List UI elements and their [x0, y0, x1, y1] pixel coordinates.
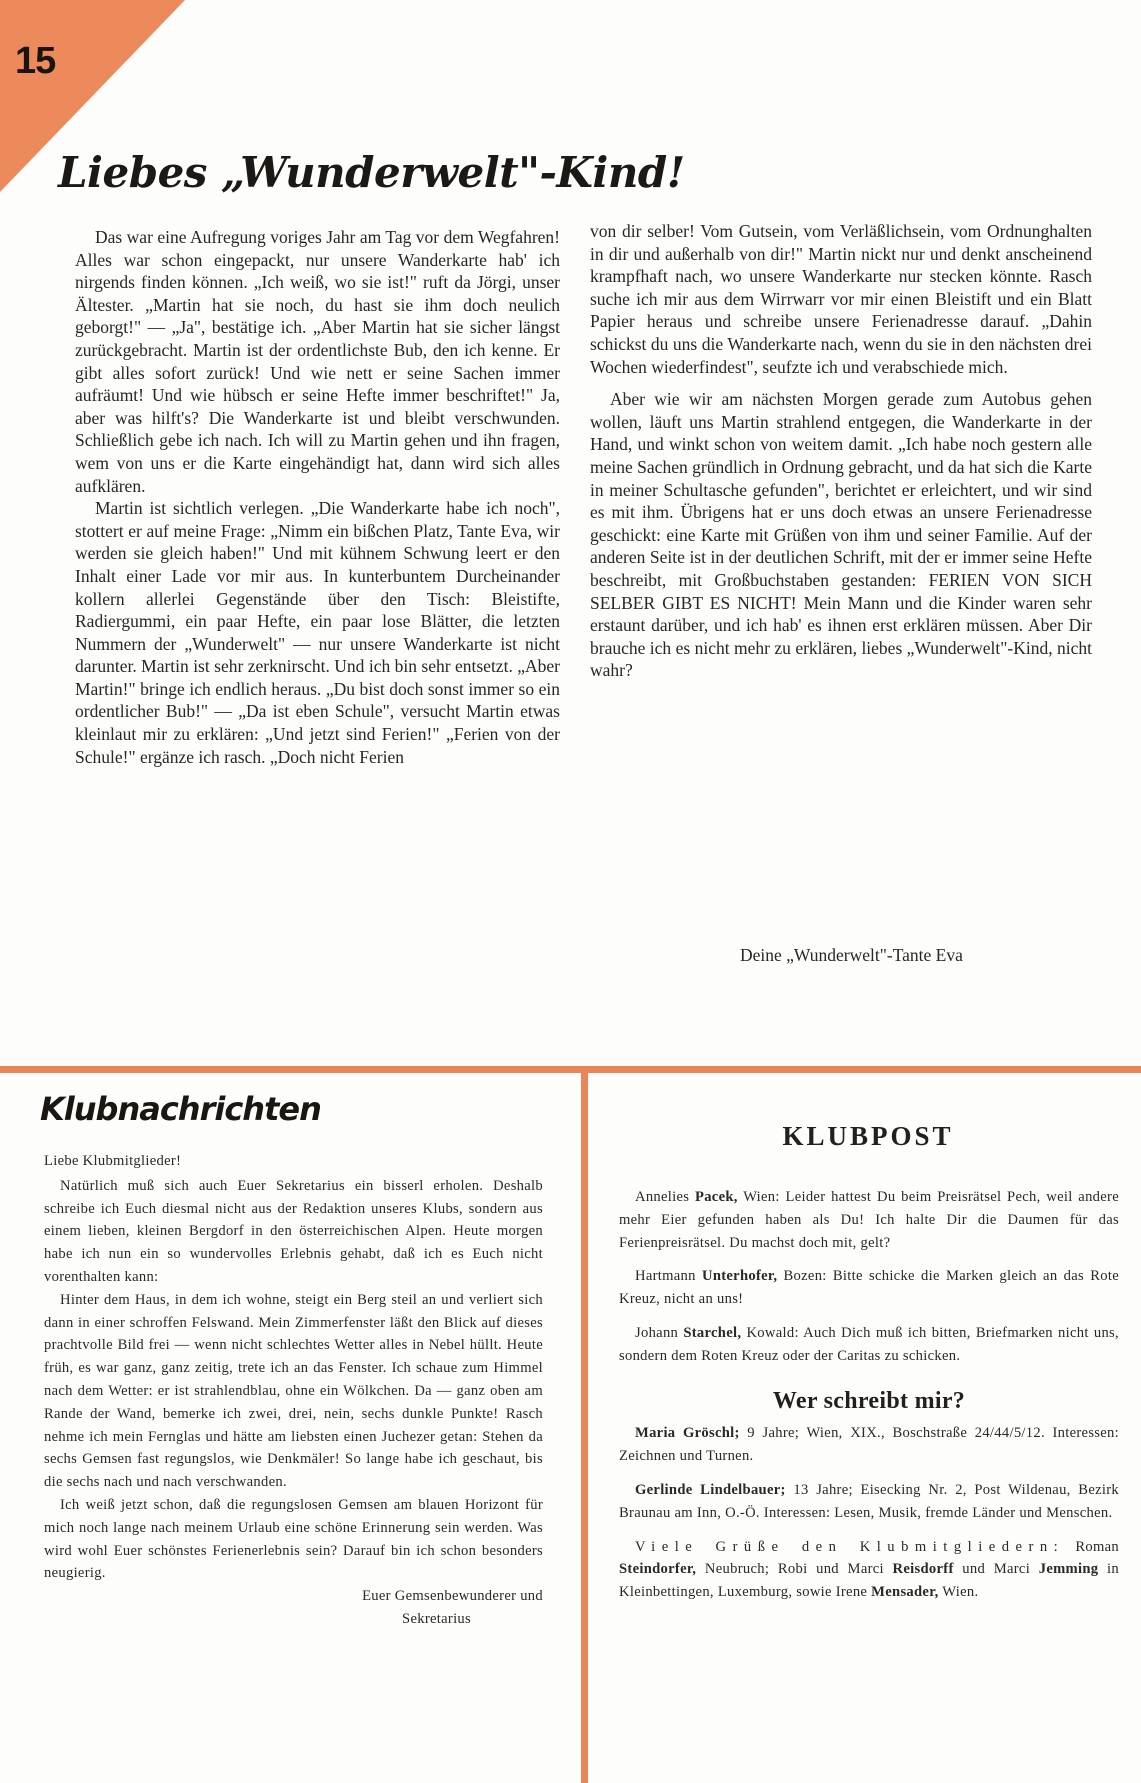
- letter-paragraph: Martin ist sichtlich verlegen. „Die Wanderkarte habe ich noch", stottert er auf meine Frage: „Nimm ein bißchen Platz, Tante Eva, wir werden sie gleich haben!" Und mit kühnem Schwung leert er den Inhalt einer Lade vor mir aus. In kunterbuntem Durcheinander kollern allerlei Gegenstände über den Tisch: Bleistifte, Radiergummi, ein paar Hefte, ein paar lose Blätter, die letzten Nummern der „Wunderwelt" — nur unsere Wanderkarte ist nicht darunter. Martin ist sehr zerknirscht. Und ich bin sehr entsetzt. „Aber Martin!" bringe ich endlich heraus. „Du bist doch sonst immer so ein ordentlicher Bub!" — „Da ist eben Schule", versucht Martin etwas kleinlaut mir zu erklären: „Und jetzt sind Ferien!" „Ferien von der Schule!" ergänze ich rasch. „Doch nicht Ferien: [75, 498, 560, 767]
- letter-left-column: [75, 226, 560, 768]
- entry-first-name: Annelies: [635, 1189, 690, 1205]
- horizontal-divider: [0, 1066, 1141, 1073]
- klub-signature-line2: Sekretarius: [402, 1610, 471, 1627]
- pen-pal-entry: [619, 1479, 1119, 1525]
- pen-pal-name: Gerlinde Lindelbauer;: [635, 1481, 786, 1498]
- letter-title: Liebes „Wunderwelt"-Kind!: [58, 148, 685, 197]
- klub-paragraph: Hinter dem Haus, in dem ich wohne, steigt ein Berg steil an und verliert sich dann in einer schroffen Felswand. Mein Zimmerfenster läßt den Blick auf dieses prachtvolle Bild frei — wenn nicht schlechtes Wetter alles in Nebel hüllt. Heute früh, es war ganz, ganz zeitig, trete ich an das Fenster. Ich schaue zum Himmel nach dem Wetter: er ist strahlendblau, ohne ein Wölkchen. Da — ganz oben am Rande der Wand, bemerke ich zwei, drei, nein, sechs dunkle Punkte! Rasch nehme ich mein Fernglas und hätte am liebsten einen Juchezer getan: Stehen da sechs Gemsen fast regungslos, wie Denkmäler! So lange habe ich geschaut, bis die sechs nach und nach verschwanden.: [44, 1291, 543, 1491]
- vertical-divider: [581, 1066, 588, 1783]
- pen-pal-entry: [619, 1422, 1119, 1468]
- klub-signature-line1: Euer Gemsenbewunderer und: [362, 1588, 543, 1605]
- pen-pals-title: Wer schreibt mir?: [772, 1387, 966, 1414]
- pen-pal-name: Maria Gröschl;: [635, 1425, 740, 1442]
- salutation: Liebe Klubmitglieder!: [44, 1153, 182, 1169]
- entry-last-name: Unterhofer,: [701, 1268, 778, 1285]
- klub-paragraph: Ich weiß jetzt schon, daß die regungslosen Gemsen am blauen Horizont für mich noch lange nach meinem Urlaub eine schöne Erinnerung sein werden. Was wird wohl Euer schönstes Ferienerlebnis sein? Darauf bin ich schon besonders neugierig.: [44, 1496, 543, 1582]
- greetings-text: Roman: [1075, 1538, 1119, 1555]
- pen-pal-details: 13 Jahre; Eisecking Nr. 2, Post Wildenau, Bezirk Braunau am Inn, O.-Ö. Interessen: Lesen, Musik, fremde Länder und Menschen.: [619, 1481, 1119, 1521]
- letter-signature: Deine „Wunderwelt"-Tante Eva: [740, 945, 963, 965]
- entry-first-name: Hartmann: [635, 1268, 696, 1285]
- letter-paragraph: Das war eine Aufregung voriges Jahr am Tag vor dem Wegfahren! Alles war schon eingepackt, nur unsere Wanderkarte hab' ich nirgends finden können. „Ich weiß, wo sie ist!" ruft da Jörgi, unser Ältester. „Martin hat sie noch, du hast sie ihm doch neulich geborgt!" — „Ja", bestätige ich. „Aber Martin hat sie sicher längst zurückgebracht. Martin ist der ordentlichste Bub, den ich kenne. Er gibt alles sofort zurück! Und wie nett er seine Sachen immer aufräumt! Und wie hübsch er seine Hefte immer beschriftet!" Ja, aber was hilft's? Die Wanderkarte ist und bleibt verschwunden. Schließlich gebe ich nach. Ich will zu Martin gehen und ihn fragen, wem von uns er die Karte eingehändigt hat, dann wird sich alles aufklären.: [75, 227, 560, 496]
- greetings-text: Neubruch; Robi und Marci: [704, 1561, 884, 1578]
- pen-pal-details: 9 Jahre; Wien, XIX., Boschstraße 24/44/5/12. Interessen: Zeichnen und Turnen.: [619, 1425, 1120, 1465]
- klubpost-body: [619, 1186, 1119, 1615]
- letter-paragraph: von dir selber! Vom Gutsein, vom Verläßlichsein, vom Ordnunghalten in dir und außerhalb von dir!" Martin nickt nur und denkt anscheinend krampfhaft nach, wo unsere Wanderkarte nur stecken könnte. Rasch suche ich mir aus dem Wirrwarr vor mir einen Bleistift und ein Blatt Papier heraus und schreibe unsere Ferienadresse darauf. „Dahin schickst du uns die Wanderkarte nach, wenn du sie in den nächsten drei Wochen wiederfindest", seufzte ich und verabschiede mich.: [590, 221, 1092, 377]
- greetings-text: Wien.: [942, 1584, 979, 1601]
- entry-last-name: Starchel,: [683, 1324, 742, 1341]
- member-name: Jemming: [1038, 1561, 1099, 1578]
- klubpost-title: KLUBPOST: [782, 1121, 954, 1151]
- greetings-entry: [619, 1536, 1119, 1604]
- entry-text: Kowald: Auch Dich muß ich bitten, Briefmarken nicht uns, sondern dem Roten Kreuz oder der Caritas zu schicken.: [619, 1324, 1119, 1364]
- member-name: Reisdorff: [892, 1561, 954, 1578]
- letter-paragraph: Aber wie wir am nächsten Morgen gerade zum Autobus gehen wollen, läuft uns Martin strahlend entgegen, die Wanderkarte in der Hand, und winkt schon von weitem damit. „Ich habe noch gestern alle meine Sachen gründlich in Ordnung gebracht, und da hat sich die Karte in meiner Schultasche gefunden", berichtet er erleichtert, und wir sind es mit ihm. Übrigens hat er uns doch etwas an unsere Ferienadresse geschickt: eine Karte mit Grüßen von ihm und seiner Familie. Auf der anderen Seite ist in der deutlichen Schrift, mit der er immer seine Hefte beschreibt, mit Großbuchstaben gestanden: FERIEN VON SICH SELBER GIBT ES NICHT! Mein Mann und die Kinder waren sehr erstaunt darüber, und ich hab' es ihnen erst erklären müssen. Aber Dir brauche ich es nicht mehr zu erklären, liebes „Wunderwelt"-Kind, nicht wahr?: [590, 389, 1092, 681]
- member-name: Steindorfer,: [619, 1561, 697, 1578]
- page-number: 15: [15, 40, 56, 82]
- klubnachrichten-title: Klubnachrichten: [40, 1090, 321, 1128]
- entry-text: Bozen: Bitte schicke die Marken gleich an das Rote Kreuz, nicht an uns!: [619, 1268, 1119, 1308]
- klubnachrichten-body: [44, 1150, 543, 1631]
- klubpost-entry: [619, 1186, 1119, 1254]
- greetings-lead: Viele Grüße den Klubmitgliedern:: [635, 1538, 1065, 1555]
- klubpost-entry: [619, 1322, 1119, 1368]
- entry-first-name: Johann: [635, 1324, 679, 1341]
- entry-text: Wien: Leider hattest Du beim Preisrätsel Pech, weil andere mehr Eier gefunden haben als Du! Ich halte Dir die Daumen für das Ferienpreisrätsel. Du machst doch mit, gelt?: [619, 1189, 1119, 1251]
- klub-paragraph: Natürlich muß sich auch Euer Sekretarius ein bisserl erholen. Deshalb schreibe ich Euch diesmal nicht aus der Redaktion unseres Klubs, sondern aus einem lieben, kleinen Bergdorf in den österreichischen Alpen. Heute morgen habe ich nun ein so wundervolles Erlebnis gehabt, daß ich es Euch nicht vorenthalten kann:: [44, 1177, 543, 1285]
- letter-right-column: [590, 220, 1092, 682]
- greetings-text: in Kleinbettingen, Luxemburg, sowie Irene: [619, 1561, 1119, 1601]
- greetings-text: und Marci: [962, 1561, 1031, 1578]
- klubpost-entry: [619, 1265, 1119, 1311]
- entry-last-name: Pacek,: [695, 1189, 738, 1205]
- member-name: Mensader,: [871, 1584, 939, 1601]
